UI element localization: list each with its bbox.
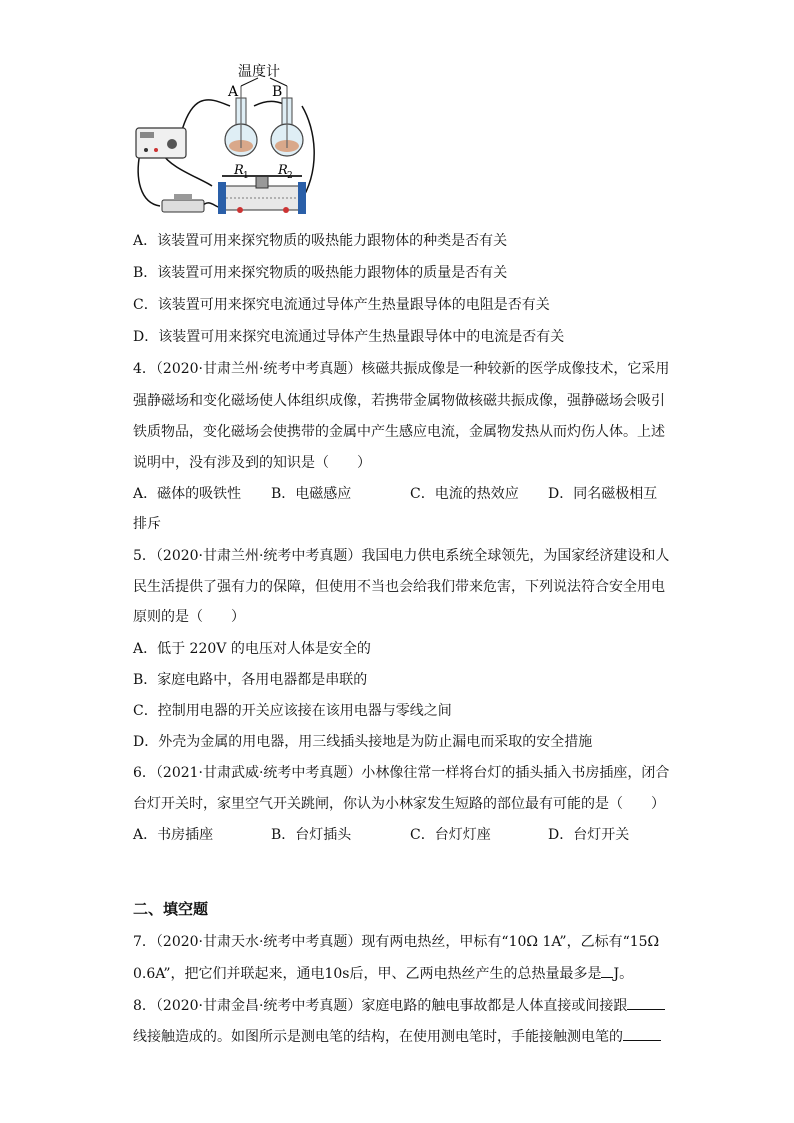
q4-option-a: A．磁体的吸铁性: [133, 486, 242, 502]
label-a: A: [228, 84, 239, 100]
q4-stem-line3: 铁质物品，变化磁场会使携带的金属中产生感应电流，金属物发热从而灼伤人体。上述: [133, 424, 665, 440]
q6-option-a: A．书房插座: [133, 827, 214, 843]
q8-stem-line2: [133, 1026, 661, 1047]
circuit-apparatus-figure: [130, 58, 330, 228]
r1-subscript: 1: [243, 171, 249, 181]
q4-option-b: B．电磁感应: [271, 486, 352, 502]
q5-option-c: C．控制用电器的开关应该接在该用电器与零线之间: [133, 703, 452, 719]
q4-option-d: D．同名磁极相互: [548, 486, 658, 502]
q6-stem-line1: 6．（2021·甘肃武威·统考中考真题）小林像往常一样将台灯的插头插入书房插座，闭合: [133, 765, 670, 781]
label-b: B: [272, 84, 283, 100]
q5-option-a: A．低于 220V 的电压对人体是安全的: [133, 641, 371, 657]
q7-stem-line1: 7．（2020·甘肃天水·统考中考真题）现有两电热丝，甲标有“10Ω 1A”，乙标有“15Ω: [133, 934, 660, 950]
q6-stem-line2: 台灯开关时，家里空气开关跳闸，你认为小林家发生短路的部位最有可能的是（ ）: [133, 796, 665, 812]
switch: [162, 200, 204, 212]
q6-option-b: B．台灯插头: [271, 827, 352, 843]
q3-option-c: C．该装置可用来探究电流通过导体产生热量跟导体的电阻是否有关: [133, 297, 550, 313]
q7-line2-unit: J。: [613, 966, 634, 982]
q5-option-d: D．外壳为金属的用电器，用三线插头接地是为防止漏电而采取的安全措施: [133, 734, 593, 750]
q7-line2-text: 0.6A”，把它们并联起来，通电10s后，甲、乙两电热丝产生的总热量最多是: [133, 966, 602, 982]
q7-answer-blank[interactable]: [601, 963, 613, 978]
q8-line2-text: 线接触造成的。如图所示是测电笔的结构，在使用测电笔时，手能接触测电笔的: [133, 1029, 623, 1045]
thermometer-label: 温度计: [238, 64, 280, 80]
q5-option-b: B．家庭电路中，各用电器都是串联的: [133, 672, 368, 688]
q4-option-c: C．电流的热效应: [410, 486, 519, 502]
r1-label: R: [234, 163, 244, 178]
q5-stem-line1: 5．（2020·甘肃兰州·统考中考真题）我国电力供电系统全球领先，为国家经济建设和人: [133, 548, 670, 564]
q5-stem-line2: 民生活提供了强有力的保障，但使用不当也会给我们带来危害，下列说法符合安全用电: [133, 579, 665, 595]
q4-stem-line2: 强静磁场和变化磁场使人体组织成像，若携带金属物做核磁共振成像，强静磁场会吸引: [133, 393, 665, 409]
q8-answer-blank-1[interactable]: [627, 995, 665, 1010]
q6-option-d: D．台灯开关: [548, 827, 630, 843]
r2-label: R: [278, 163, 288, 178]
q6-option-c: C．台灯灯座: [410, 827, 491, 843]
q4-stem-line1: 4．（2020·甘肃兰州·统考中考真题）核磁共振成像是一种较新的医学成像技术，它采用: [133, 361, 670, 377]
q8-answer-blank-2[interactable]: [623, 1026, 661, 1041]
q3-option-d: D．该装置可用来探究电流通过导体产生热量跟导体中的电流是否有关: [133, 329, 565, 345]
r2-subscript: 2: [287, 171, 293, 181]
q3-option-b: B．该装置可用来探究物质的吸热能力跟物体的质量是否有关: [133, 265, 508, 281]
q7-stem-line2: [133, 963, 633, 984]
q8-line1-text: 8．（2020·甘肃金昌·统考中考真题）家庭电路的触电事故都是人体直接或间接跟: [133, 998, 628, 1014]
q5-stem-line3: 原则的是（ ）: [133, 609, 245, 625]
q3-option-a: A．该装置可用来探究物质的吸热能力跟物体的种类是否有关: [133, 233, 508, 249]
q4-option-d-cont: 排斥: [133, 516, 161, 532]
q8-stem-line1: [133, 995, 665, 1016]
section-title-fill-blank: 二、填空题: [133, 900, 209, 918]
q4-stem-line4: 说明中，没有涉及到的知识是（ ）: [133, 455, 371, 471]
